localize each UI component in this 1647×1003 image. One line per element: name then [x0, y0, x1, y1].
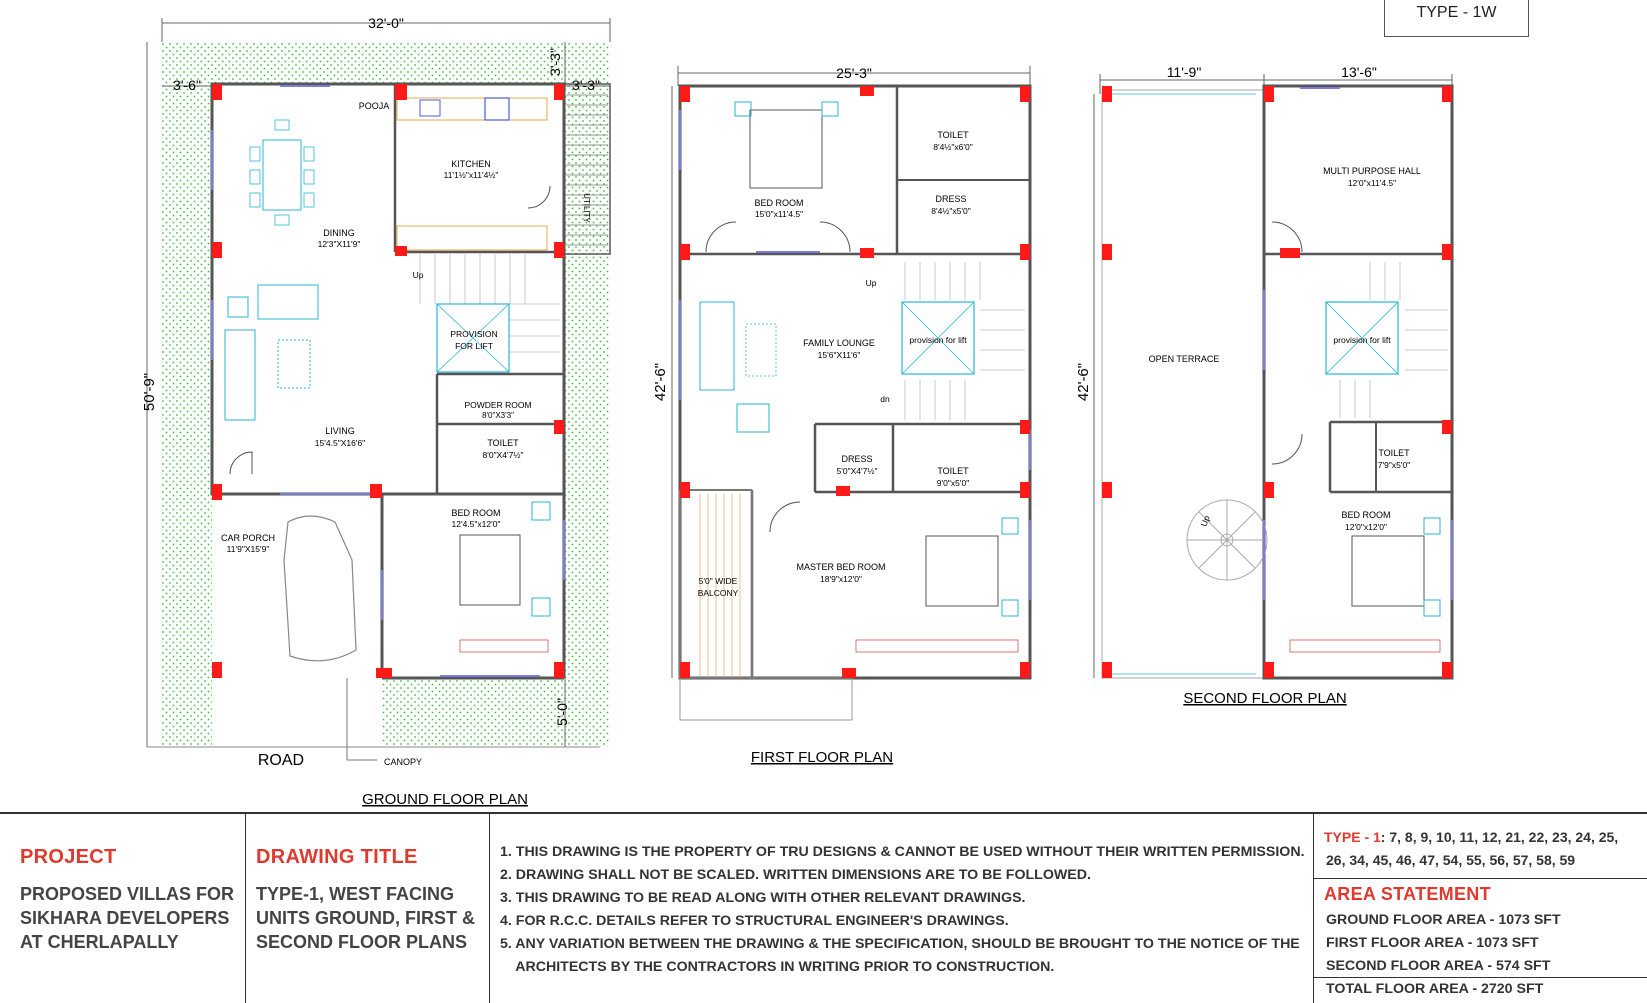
- master-bed-label: MASTER BED ROOM: [796, 562, 886, 572]
- gf-dim-stair-offset: 3'-3": [547, 48, 563, 76]
- second-floor-plan: [1075, 64, 1452, 707]
- ff-bed-size: 15'0"x11'4.5": [754, 209, 804, 219]
- note-5-cont: ARCHITECTS BY THE CONTRACTORS IN WRITING PRIOR TO CONSTRUCTION.: [500, 959, 1055, 975]
- gf-bed-size: 12'4.5"x12'0": [451, 519, 501, 529]
- title-block: [0, 812, 1647, 1001]
- notes-cell: [490, 814, 1314, 1003]
- gf-bed-label: BED ROOM: [451, 508, 501, 518]
- kitchen-label: KITCHEN: [451, 159, 491, 169]
- porch-label: CAR PORCH: [220, 533, 276, 543]
- ff-toilet2-size: 9'0"x5'0": [936, 478, 970, 488]
- sf-toilet-label: TOILET: [1378, 448, 1410, 458]
- note-3: 3. THIS DRAWING TO BE READ ALONG WITH OTHER RELEVANT DRAWINGS.: [500, 890, 1026, 906]
- ff-dress2-size: 5'0"X4'7½": [836, 466, 878, 476]
- ff-lift-label: provision for lift: [909, 335, 967, 345]
- canopy-label: CANOPY: [384, 757, 423, 767]
- terrace-label: OPEN TERRACE: [1148, 354, 1220, 364]
- second-floor-caption: SECOND FLOOR PLAN: [1183, 690, 1347, 707]
- type-units-2: 26, 34, 45, 46, 47, 54, 55, 56, 57, 58, 59: [1326, 852, 1576, 868]
- area-first: FIRST FLOOR AREA - 1073 SFT: [1326, 935, 1539, 951]
- ff-dress2-label: DRESS: [841, 454, 873, 464]
- area-ground: GROUND FLOOR AREA - 1073 SFT: [1326, 912, 1561, 928]
- porch-size: 11'9"X15'9": [226, 544, 270, 554]
- gf-dim-left-offset: 3'-6": [173, 77, 201, 93]
- ff-dress-size: 8'4½"x5'0": [931, 206, 971, 216]
- gf-lift-label-2: FOR LIFT: [455, 341, 493, 351]
- sf-toilet-size: 7'9"x5'0": [1377, 460, 1411, 470]
- ff-toilet-label: TOILET: [937, 130, 969, 140]
- utility-label: UTILITY: [582, 193, 591, 223]
- note-4: 4. FOR R.C.C. DETAILS REFER TO STRUCTURAL ENGINEER'S DRAWINGS.: [500, 913, 1009, 929]
- title-line: SECOND FLOOR PLANS: [256, 932, 468, 952]
- project-lines: [20, 882, 234, 954]
- balcony-label: 5'0" WIDE: [698, 576, 738, 586]
- area-second: SECOND FLOOR AREA - 574 SFT: [1326, 958, 1551, 974]
- kitchen-size: 11'1½"x11'4½": [443, 170, 499, 180]
- gf-dim-top: 32'-0": [368, 15, 404, 31]
- hall-label: MULTI PURPOSE HALL: [1323, 166, 1421, 176]
- project-line: PROPOSED VILLAS FOR: [20, 884, 235, 904]
- ff-dim-side: 42'-6": [652, 362, 669, 402]
- hall-size: 12'0"x11'4.5": [1347, 178, 1397, 188]
- type-units-1: : 7, 8, 9, 10, 11, 12, 21, 22, 23, 24, 25,: [1380, 829, 1619, 845]
- lounge-label: FAMILY LOUNGE: [803, 338, 875, 348]
- gf-toilet-label: TOILET: [487, 438, 519, 448]
- area-total: TOTAL FLOOR AREA - 2720 SFT: [1326, 981, 1544, 997]
- powder-size: 8'0"X3'3": [482, 411, 514, 420]
- sf-dim-top-right: 13'-6": [1341, 64, 1377, 80]
- ff-toilet-size: 8'4½"x6'0": [933, 142, 973, 152]
- master-bed-size: 18'9"x12'0": [820, 574, 862, 584]
- gf-stair-up: Up: [412, 270, 424, 280]
- road-label: ROAD: [257, 752, 305, 769]
- title-line: TYPE-1, WEST FACING: [256, 884, 455, 904]
- sf-bed-size: 12'0"x12'0": [1345, 522, 1387, 532]
- note-5: 5. ANY VARIATION BETWEEN THE DRAWING & THE SPECIFICATION, SHOULD BE BROUGHT TO THE NOTICE OF THE: [500, 936, 1300, 952]
- note-1: 1. THIS DRAWING IS THE PROPERTY OF TRU DESIGNS & CANNOT BE USED WITHOUT THEIR WRITTEN PERMISSION.: [500, 844, 1305, 860]
- living-size: 15'4.5"X16'6": [314, 438, 366, 448]
- gf-dim-right-offset: 3'-3": [572, 77, 600, 93]
- title-line: UNITS GROUND, FIRST &: [256, 908, 475, 928]
- balcony-label-2: BALCONY: [697, 588, 739, 598]
- ground-floor-caption: GROUND FLOOR PLAN: [362, 791, 528, 808]
- type-units: [1324, 829, 1618, 845]
- gf-dim-bottom: 5'-0": [554, 698, 570, 726]
- project-cell: [0, 814, 246, 1003]
- sf-stair-up: Up: [1198, 514, 1212, 528]
- area-cell: [1314, 814, 1647, 1003]
- gf-toilet-size: 8'0"X4'7½": [482, 450, 524, 460]
- first-floor-plan: [652, 65, 1030, 766]
- lounge-size: 15'6"X11'6": [817, 350, 861, 360]
- ff-dress-label: DRESS: [935, 194, 967, 204]
- gf-dim-side: 50'-9": [141, 372, 158, 412]
- type-label: TYPE - 1W: [1384, 0, 1529, 37]
- project-heading: PROJECT: [20, 846, 117, 868]
- gf-lift-label: PROVISION: [450, 329, 498, 339]
- sf-dim-side: 42'-6": [1075, 362, 1092, 402]
- area-heading: AREA STATEMENT: [1324, 884, 1491, 904]
- pooja-label: POOJA: [358, 101, 390, 111]
- dining-label: DINING: [323, 228, 355, 238]
- ff-dim-top: 25'-3": [836, 65, 872, 81]
- type-prefix: TYPE - 1: [1324, 829, 1381, 845]
- project-line: AT CHERLAPALLY: [20, 932, 179, 952]
- project-line: SIKHARA DEVELOPERS: [20, 908, 230, 928]
- ground-floor-plan: [141, 15, 610, 808]
- ff-bed-label: BED ROOM: [754, 198, 804, 208]
- ff-stair-dn: dn: [880, 394, 890, 404]
- drawing-title-lines: [256, 882, 475, 954]
- drawing-title-heading: DRAWING TITLE: [256, 846, 418, 868]
- living-label: LIVING: [325, 426, 355, 436]
- sf-dim-top-left: 11'-9": [1166, 64, 1202, 80]
- sf-bed-label: BED ROOM: [1341, 510, 1391, 520]
- ff-toilet2-label: TOILET: [937, 466, 969, 476]
- ff-stair-up: Up: [865, 278, 877, 288]
- powder-label: POWDER ROOM: [464, 400, 532, 410]
- drawing-title-cell: [246, 814, 490, 1003]
- dining-size: 12'3"X11'9": [317, 239, 361, 249]
- spiral-stair: [1187, 500, 1267, 580]
- first-floor-caption: FIRST FLOOR PLAN: [750, 749, 894, 766]
- note-2: 2. DRAWING SHALL NOT BE SCALED. WRITTEN DIMENSIONS ARE TO BE FOLLOWED.: [500, 867, 1091, 883]
- sf-lift-label: provision for lift: [1333, 335, 1391, 345]
